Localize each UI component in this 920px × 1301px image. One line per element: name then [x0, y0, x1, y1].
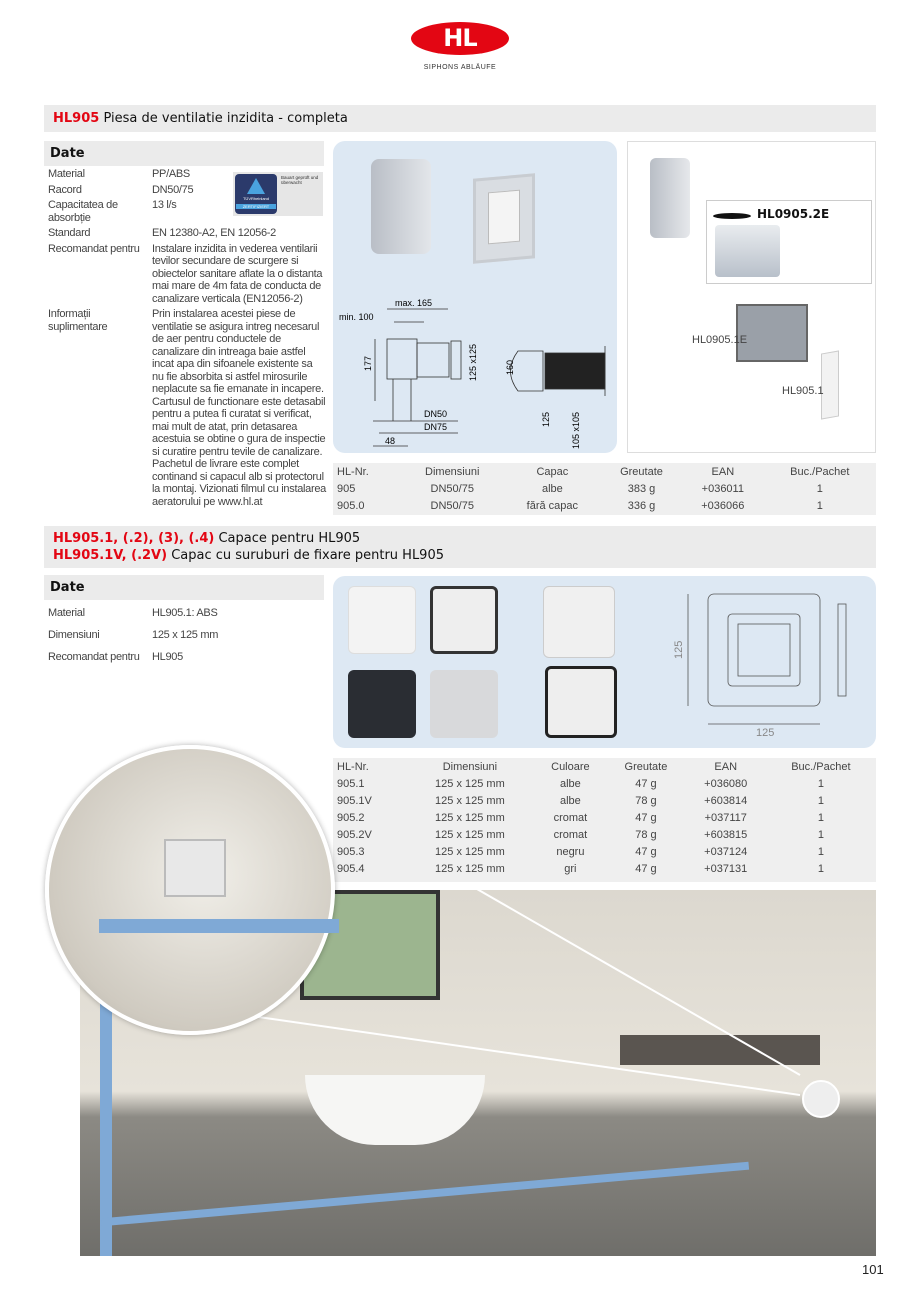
col-header: HL-Nr. [337, 760, 369, 773]
cell: 1 [817, 777, 824, 790]
cell: cromat [553, 811, 588, 824]
cell: cromat [553, 828, 588, 841]
cell: 47 g [635, 777, 657, 790]
col-header: Capac [536, 465, 569, 478]
pipe-closeup [99, 919, 339, 933]
cell: +036011 [701, 482, 744, 495]
cell: 125 x 125 mm [435, 862, 505, 875]
col-header: EAN [711, 465, 735, 478]
cell: 1 [817, 862, 824, 875]
spec-value: 13 l/s [152, 199, 177, 211]
dim-dn75: DN75 [424, 422, 448, 432]
section2-code-2: HL905.1V, (.2V) [53, 548, 168, 563]
col-header: EAN [714, 760, 738, 773]
cell: 78 g [635, 794, 657, 807]
cell: +037117 [704, 811, 747, 824]
dim-dn50: DN50 [424, 409, 448, 419]
cell: 336 g [627, 499, 656, 512]
brand-tagline: SIPHONS ABLÄUFE [423, 64, 497, 71]
page-number: 101 [862, 1262, 884, 1277]
dim-125x125: 125 x125 [468, 343, 478, 381]
cell: 905.4 [337, 862, 365, 875]
cell: 47 g [635, 862, 657, 875]
cell: DN50/75 [430, 482, 474, 495]
zoom-callout-circle [45, 745, 335, 1035]
cell: 78 g [635, 828, 657, 841]
cell: 905.3 [337, 845, 365, 858]
spec-value: HL905 [152, 651, 183, 663]
col-header: Dimensiuni [442, 760, 498, 773]
tuv-badge: ZERTIFIZIERT [236, 204, 276, 209]
cell: 905.0 [337, 499, 365, 512]
col-header: HL-Nr. [337, 465, 369, 478]
dim-105x105: 105 x105 [571, 411, 581, 449]
cell: 125 x 125 mm [435, 828, 505, 841]
section1-title: Piesa de ventilatie inzidita - completa [103, 111, 348, 126]
dim-width: 125 [756, 727, 775, 739]
section1-code: HL905 [53, 111, 100, 126]
tuv-name: TÜVRheinland [242, 196, 269, 201]
cell: 905.1 [337, 777, 365, 790]
cell: gri [564, 862, 577, 875]
cell: negru [556, 845, 585, 858]
spec-value: Instalare inzidita in vederea ventilarii tevilor secundare de scurgere si obiectelor sanitare aflate la o distanta mai mare de 4m fata de conducta de canalizare verticala (EN12056-2) [152, 242, 323, 305]
cell: +603814 [704, 794, 748, 807]
cell: +603815 [704, 828, 748, 841]
cell: 125 x 125 mm [435, 777, 505, 790]
section2-code-1: HL905.1, (.2), (3), (.4) [53, 531, 215, 546]
cell: 1 [816, 482, 823, 495]
spec-value: DN50/75 [152, 183, 194, 196]
dim-height: 125 [673, 640, 685, 659]
cell: 905.2V [337, 828, 372, 841]
cell: 125 x 125 mm [435, 811, 505, 824]
vent-cover-closeup [164, 839, 226, 897]
spec-value: EN 12380-A2, EN 12056-2 [152, 227, 276, 239]
cell: 905.1V [337, 794, 372, 807]
section2-date-header: Date [44, 575, 324, 600]
variant-label-main: HL0905.2E [757, 207, 830, 221]
section1-date-header: Date [44, 141, 324, 166]
cell: albe [541, 482, 563, 495]
spec-key: Informații suplimentare [48, 308, 108, 333]
dim-max: max. 165 [395, 298, 433, 308]
spec-key: Material [48, 607, 85, 619]
col-header: Culoare [551, 760, 590, 773]
cell: DN50/75 [430, 499, 474, 512]
cell: +037131 [704, 862, 748, 875]
col-header: Buc./Pachet [791, 760, 851, 773]
cell: +037124 [704, 845, 748, 858]
spec-key: Material [48, 168, 85, 180]
variant-label-b: HL905.1 [782, 385, 824, 397]
cell: 905.2 [337, 811, 365, 824]
section2-title-2: Capac cu suruburi de fixare pentru HL905 [171, 548, 444, 563]
col-header: Greutate [624, 760, 668, 773]
cell: 383 g [627, 482, 656, 495]
spec-key: Recomandat pentru [48, 242, 140, 255]
spec-key: Standard [48, 227, 91, 239]
spec-key: Racord [48, 183, 82, 196]
hl-logo: HL [411, 22, 509, 55]
dim-177: 177 [363, 355, 373, 371]
col-header: Dimensiuni [425, 465, 480, 478]
spec-value: 125 x 125 mm [152, 629, 219, 641]
section2-title-1: Capace pentru HL905 [218, 531, 361, 546]
cell: 1 [817, 794, 824, 807]
spec-value: Prin instalarea acestei piese de ventilatie se asigura intreg necesarul de aer pentru conductele de canalizare din intreaga baie astfel incat apa din sifoanele existente sa nu fie absorbita si astfel mirosurile neplacute sa fie emanate in incapere. Cartusul de functionare este detasabil pentru a putea fi curatat si verificat, mai mult de atat, prin detasarea acestuia se obtine o gura de inspectie si curatire pentru tevile de canalizare. Pachetul de livrare este complet continand si capacul alb si protectorul la montaj. Vizionati filmul cu instalarea aeratorului pe www.hl.at [152, 308, 326, 508]
cell: 125 x 125 mm [435, 845, 505, 858]
col-header: Greutate [620, 465, 663, 478]
cell: 1 [817, 828, 824, 841]
spec-value: HL905.1: ABS [152, 607, 218, 619]
dim-48: 48 [385, 436, 396, 446]
spec-key: Capacitatea de absorbție [48, 199, 118, 224]
tuv-note: Bauart geprüft und überwacht [281, 175, 319, 185]
spec-key: Recomandat pentru [48, 651, 140, 663]
cell: 1 [817, 811, 824, 824]
cell: +036080 [704, 777, 748, 790]
cell: 125 x 125 mm [435, 794, 505, 807]
cell: 1 [817, 845, 824, 858]
spec-key: Dimensiuni [48, 629, 100, 641]
dim-125: 125 [541, 411, 551, 427]
cell: 47 g [635, 811, 657, 824]
cell: +036066 [701, 499, 745, 512]
cell: fără capac [526, 499, 579, 512]
cell: albe [560, 777, 581, 790]
variant-label-a: HL0905.1E [692, 334, 748, 346]
spec-value: PP/ABS [152, 168, 190, 180]
col-header: Buc./Pachet [790, 465, 850, 478]
cell: 1 [816, 499, 823, 512]
dim-160: 160 [505, 359, 515, 375]
cell: 47 g [635, 845, 657, 858]
cell: 905 [337, 482, 356, 495]
dim-min: min. 100 [339, 312, 374, 322]
cell: albe [560, 794, 581, 807]
